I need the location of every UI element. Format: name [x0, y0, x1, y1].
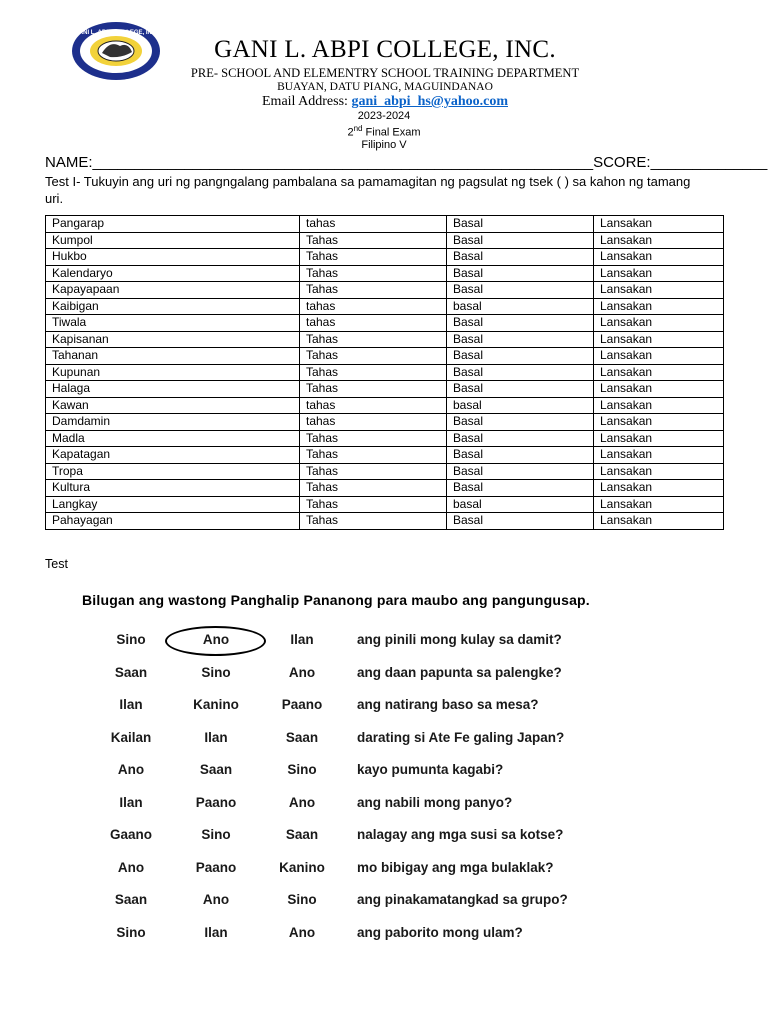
question-item [0, 925, 768, 955]
noun-cell: Kupunan [46, 364, 300, 381]
question-item [0, 697, 768, 727]
tahas-cell[interactable]: Tahas [300, 381, 447, 398]
lansakan-cell[interactable]: Lansakan [594, 414, 724, 431]
question-sentence: ang pinakamatangkad sa grupo? [357, 892, 568, 907]
email-label: Email Address: [262, 94, 352, 109]
answer-choice[interactable]: Ilan [119, 697, 143, 712]
tahas-cell[interactable]: tahas [300, 315, 447, 332]
school-year: 2023-2024 [357, 110, 411, 122]
question-item [0, 827, 768, 857]
table-row [46, 331, 724, 348]
answer-choice[interactable]: Paano [195, 794, 237, 810]
answer-choice[interactable]: Saan [285, 827, 319, 842]
tahas-cell[interactable]: tahas [300, 298, 447, 315]
table-row [46, 414, 724, 431]
answer-choice[interactable]: Ilan [290, 632, 314, 647]
noun-cell: Tropa [46, 463, 300, 480]
table-row [46, 496, 724, 513]
basal-cell[interactable]: Basal [447, 282, 594, 299]
answer-choice[interactable]: Saan [114, 892, 148, 907]
tahas-cell[interactable]: Tahas [300, 282, 447, 299]
lansakan-cell[interactable]: Lansakan [594, 480, 724, 497]
tahas-cell[interactable]: tahas [300, 414, 447, 431]
lansakan-cell[interactable]: Lansakan [594, 298, 724, 315]
question-sentence: ang paborito mong ulam? [357, 924, 523, 940]
noun-cell: Hukbo [46, 249, 300, 266]
noun-cell: Tiwala [46, 315, 300, 332]
basal-cell[interactable]: Basal [447, 430, 594, 447]
answer-choice[interactable]: Saan [114, 664, 148, 680]
department-name: PRE- SCHOOL AND ELEMENTRY SCHOOL TRAINING DEPARTMENT [190, 66, 580, 80]
lansakan-cell[interactable]: Lansakan [594, 364, 724, 381]
basal-cell[interactable]: Basal [447, 331, 594, 348]
basal-cell[interactable]: Basal [447, 480, 594, 497]
answer-choice[interactable]: Ano [117, 762, 145, 777]
basal-cell[interactable]: Basal [447, 414, 594, 431]
lansakan-cell[interactable]: Lansakan [594, 315, 724, 332]
answer-choice[interactable]: Saan [285, 729, 319, 745]
table-row [46, 447, 724, 464]
name-label: NAME: [45, 154, 93, 171]
table-row [46, 430, 724, 447]
lansakan-cell[interactable]: Lansakan [594, 447, 724, 464]
exam-ordinal: 2 [347, 126, 354, 139]
question-sentence: mo bibigay ang mga bulaklak? [357, 859, 554, 875]
svg-text:GANI L. ABPI COLLEGE, INC.: GANI L. ABPI COLLEGE, INC. [74, 30, 158, 36]
tahas-cell[interactable]: Tahas [300, 513, 447, 530]
question-item [0, 892, 768, 922]
lansakan-cell[interactable]: Lansakan [594, 397, 724, 414]
exam-ordinal-suffix: nd [353, 124, 363, 133]
college-name: GANI L. ABPI COLLEGE, INC. [214, 36, 556, 63]
lansakan-cell[interactable]: Lansakan [594, 232, 724, 249]
question-sentence: nalagay ang mga susi sa kotse? [357, 827, 564, 842]
lansakan-cell[interactable]: Lansakan [594, 381, 724, 398]
basal-cell[interactable]: Basal [447, 364, 594, 381]
noun-classification-table [45, 215, 724, 530]
table-row [46, 463, 724, 480]
score-label: SCORE: [593, 154, 651, 171]
noun-cell: Kapayapaan [46, 282, 300, 299]
lansakan-cell[interactable]: Lansakan [594, 249, 724, 266]
noun-cell: Kapisanan [46, 331, 300, 348]
tahas-cell[interactable]: Tahas [300, 447, 447, 464]
tahas-cell[interactable]: Tahas [300, 331, 447, 348]
noun-cell: Kawan [46, 397, 300, 414]
table-row [46, 364, 724, 381]
question-item [0, 632, 768, 662]
table-row [46, 216, 724, 233]
tahas-cell[interactable]: Tahas [300, 463, 447, 480]
noun-cell: Tahanan [46, 348, 300, 365]
noun-cell: Damdamin [46, 414, 300, 431]
table-row [46, 298, 724, 315]
answer-choice[interactable]: Sino [287, 762, 317, 777]
exam-name: Final Exam [362, 126, 421, 139]
email-line [150, 94, 620, 110]
test1-instruction: Test I- Tukuyin ang uri ng pangngalang pambalana sa pamamagitan ng pagsulat ng tsek ( ) sa kahon ng tamang uri. [45, 174, 691, 206]
tahas-cell[interactable]: Tahas [300, 232, 447, 249]
answer-choice[interactable]: Sino [201, 664, 231, 680]
question-sentence: ang natirang baso sa mesa? [357, 697, 539, 712]
answer-choice[interactable]: Sino [201, 827, 231, 842]
lansakan-cell[interactable]: Lansakan [594, 282, 724, 299]
school-address: BUAYAN, DATU PIANG, MAGUINDANAO [277, 81, 493, 93]
tahas-cell[interactable]: tahas [300, 216, 447, 233]
question-item [0, 730, 768, 760]
tahas-cell[interactable]: Tahas [300, 249, 447, 266]
question-sentence: kayo pumunta kagabi? [357, 762, 504, 777]
subject-title: Filipino V [361, 139, 407, 151]
answer-choice[interactable]: Ilan [119, 794, 143, 810]
email-link[interactable]: gani_abpi_hs@yahoo.com [351, 94, 508, 109]
basal-cell[interactable]: Basal [447, 381, 594, 398]
tahas-cell[interactable]: Tahas [300, 496, 447, 513]
question-item [0, 762, 768, 792]
answer-choice[interactable]: Gaano [109, 827, 152, 842]
basal-cell[interactable]: Basal [447, 348, 594, 365]
table-row [46, 315, 724, 332]
basal-cell[interactable]: basal [447, 397, 594, 414]
college-seal-logo [70, 20, 162, 82]
noun-cell: Pangarap [46, 216, 300, 233]
name-blank[interactable]: ____________________________________________________________ [92, 154, 594, 171]
basal-cell[interactable]: Basal [447, 216, 594, 233]
score-blank[interactable]: ______________ [650, 154, 768, 171]
answer-choice[interactable]: Sino [287, 892, 317, 907]
answer-choice[interactable]: Paano [195, 859, 237, 875]
table-row [46, 397, 724, 414]
lansakan-cell[interactable]: Lansakan [594, 216, 724, 233]
table-row [46, 232, 724, 249]
name-score-line [45, 154, 768, 171]
answer-choice[interactable]: Ano [202, 632, 230, 647]
basal-cell[interactable]: basal [447, 496, 594, 513]
noun-cell: Madla [46, 430, 300, 447]
basal-cell[interactable]: Basal [447, 265, 594, 282]
answer-choice[interactable]: Sino [116, 924, 146, 940]
answer-choice[interactable]: Kanino [279, 859, 325, 875]
table-row [46, 265, 724, 282]
question-item [0, 665, 768, 695]
answer-choice[interactable]: Sino [116, 632, 146, 647]
question-sentence: ang pinili mong kulay sa damit? [357, 632, 562, 647]
answer-choice[interactable]: Paano [281, 697, 323, 712]
lansakan-cell[interactable]: Lansakan [594, 463, 724, 480]
tahas-cell[interactable]: Tahas [300, 480, 447, 497]
answer-choice[interactable]: Ano [117, 859, 145, 875]
table-row [46, 480, 724, 497]
answer-choice[interactable]: Kanino [193, 697, 239, 712]
tahas-cell[interactable]: Tahas [300, 430, 447, 447]
noun-cell: Kaibigan [46, 298, 300, 315]
basal-cell[interactable]: Basal [447, 232, 594, 249]
basal-cell[interactable]: Basal [447, 249, 594, 266]
tahas-cell[interactable]: tahas [300, 397, 447, 414]
lansakan-cell[interactable]: Lansakan [594, 348, 724, 365]
answer-choice[interactable]: Ano [288, 794, 316, 810]
question-item [0, 860, 768, 890]
noun-cell: Kultura [46, 480, 300, 497]
basal-cell[interactable]: Basal [447, 447, 594, 464]
basal-cell[interactable]: Basal [447, 315, 594, 332]
noun-cell: Halaga [46, 381, 300, 398]
answer-choice[interactable]: Ano [288, 664, 316, 680]
table-row [46, 282, 724, 299]
answer-choice[interactable]: Ilan [204, 924, 228, 940]
answer-choice[interactable]: Kailan [110, 729, 152, 745]
basal-cell[interactable]: Basal [447, 463, 594, 480]
answer-choice[interactable]: Ilan [204, 729, 228, 745]
noun-cell: Pahayagan [46, 513, 300, 530]
table-row [46, 381, 724, 398]
basal-cell[interactable]: basal [447, 298, 594, 315]
answer-choice[interactable]: Ano [202, 892, 230, 907]
lansakan-cell[interactable]: Lansakan [594, 331, 724, 348]
lansakan-cell[interactable]: Lansakan [594, 265, 724, 282]
exam-title [234, 124, 534, 139]
table-row [46, 249, 724, 266]
question-sentence: ang nabili mong panyo? [357, 794, 513, 810]
noun-cell: Kalendaryo [46, 265, 300, 282]
question-item [0, 795, 768, 825]
table-row [46, 513, 724, 530]
basal-cell[interactable]: Basal [447, 513, 594, 530]
tahas-cell[interactable]: Tahas [300, 265, 447, 282]
lansakan-cell[interactable]: Lansakan [594, 513, 724, 530]
test2-instruction: Bilugan ang wastong Panghalip Pananong para maubo ang pangungusap. [82, 592, 590, 608]
answer-choice[interactable]: Saan [199, 762, 233, 777]
tahas-cell[interactable]: Tahas [300, 348, 447, 365]
test2-label: Test [45, 557, 68, 571]
lansakan-cell[interactable]: Lansakan [594, 496, 724, 513]
noun-cell: Kapatagan [46, 447, 300, 464]
table-row [46, 348, 724, 365]
noun-cell: Kumpol [46, 232, 300, 249]
lansakan-cell[interactable]: Lansakan [594, 430, 724, 447]
question-sentence: darating si Ate Fe galing Japan? [357, 729, 565, 745]
tahas-cell[interactable]: Tahas [300, 364, 447, 381]
noun-cell: Langkay [46, 496, 300, 513]
question-sentence: ang daan papunta sa palengke? [357, 664, 562, 680]
answer-choice[interactable]: Ano [288, 924, 316, 940]
